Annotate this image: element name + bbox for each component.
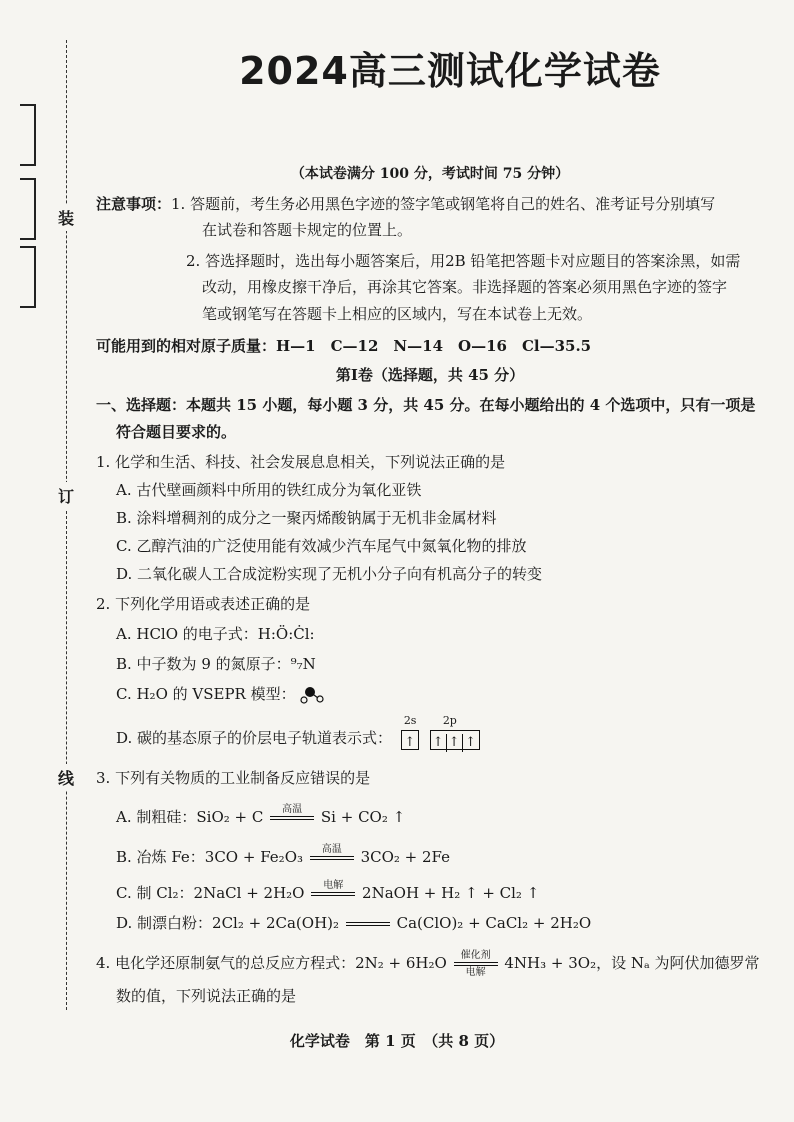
page-title: 2024高三测试化学试卷 (239, 49, 661, 93)
q1-stem: 1. 化学和生活、科技、社会发展息息相关，下列说法正确的是 (96, 453, 506, 471)
q4-stem-left: 4. 电化学还原制氨气的总反应方程式：2N₂ + 6H₂O (96, 954, 447, 972)
q3-option-b (116, 844, 450, 872)
q2-option-b (116, 654, 316, 674)
q3-c-left: C. 制 Cl₂：2NaCl + 2H₂O (116, 884, 305, 902)
exam-subtitle: （本试卷满分 100 分，考试时间 75 分钟） (290, 166, 570, 182)
orbital-box-2s (401, 730, 419, 750)
q3-b-right: 3CO₂ + 2Fe (360, 848, 451, 866)
q3-c-right: 2NaOH + H₂ ↑ + Cl₂ ↑ (362, 884, 540, 902)
nitrogen-isotope-symbol: ⁹₇N (290, 655, 316, 673)
notice-line-1 (96, 194, 715, 214)
q3-a-left: A. 制粗硅：SiO₂ + C (116, 808, 264, 826)
notice-item2-b: 改动，用橡皮擦干净后，再涂其它答案。非选择题的答案必须用黑色字迹的签字 (202, 278, 728, 296)
orbital-diagram (401, 713, 480, 750)
margin-bracket-1 (20, 104, 36, 166)
orbital-cell: ↑ (431, 734, 447, 752)
q3-b-left: B. 冶炼 Fe：3CO + Fe₂O₃ (116, 848, 304, 866)
q1-option-c: C. 乙醇汽油的广泛使用能有效减少汽车尾气中氮氧化物的排放 (116, 537, 527, 555)
part1-heading: 第Ⅰ卷（选择题，共 45 分） (335, 366, 525, 384)
hclo-electron-formula: H:Ö:Ċl: (257, 625, 315, 643)
orbital-cell: ↑ (447, 734, 463, 752)
notice-item2-c: 笔或钢笔写在答题卡上相应的区域内，写在本试卷上无效。 (202, 305, 593, 323)
condition-text: 电解 (323, 880, 344, 891)
margin-bracket-2 (20, 178, 36, 240)
q4-stem-line-a (96, 950, 760, 978)
orbital-box-2p (430, 730, 480, 750)
margin-bracket-3 (20, 246, 36, 308)
q2-stem: 2. 下列化学用语或表述正确的是 (96, 595, 311, 613)
section1-line-b: 符合题目要求的。 (116, 423, 237, 441)
notice-item2-a: 2. 答选择题时，选出每小题答案后，用2B 铅笔把答题卡对应题目的答案涂黑，如需 (186, 252, 741, 270)
reaction-condition (311, 880, 355, 908)
q3-option-d (116, 910, 591, 938)
reaction-equal-sign (346, 910, 390, 938)
condition-bottom: 电解 (465, 967, 486, 978)
orbital-label-2s: 2s (403, 713, 417, 727)
condition-text: 高温 (282, 804, 303, 815)
q1-option-b: B. 涂料增稠剂的成分之一聚丙烯酸钠属于无机非金属材料 (116, 509, 497, 527)
binding-char-xian: 线 (58, 764, 74, 791)
q4-stem-right: 4NH₃ + 3O₂，设 Nₐ 为阿伏加德罗常 (504, 954, 760, 972)
q3-stem: 3. 下列有关物质的工业制备反应错误的是 (96, 769, 371, 787)
notice-item1-a: 1. 答题前，考生务必用黑色字迹的签字笔或钢笔将自己的姓名、准考证号分别填写 (171, 195, 716, 213)
q2-option-c-text: C. H₂O 的 VSEPR 模型： (116, 685, 296, 703)
q4-stem-line-b: 数的值，下列说法正确的是 (116, 987, 297, 1005)
q3-d-right: Ca(ClO)₂ + CaCl₂ + 2H₂O (396, 914, 592, 932)
vsepr-model-icon (300, 686, 328, 704)
q1-option-a: A. 古代壁画颜料中所用的铁红成分为氧化亚铁 (116, 481, 422, 499)
q3-a-right: Si + CO₂ ↑ (320, 808, 406, 826)
reaction-condition (270, 804, 314, 832)
q1-option-d: D. 二氧化碳人工合成淀粉实现了无机小分子向有机高分子的转变 (116, 565, 543, 583)
q3-option-c (116, 880, 539, 908)
q2-option-a-text: A. HClO 的电子式： (116, 625, 258, 643)
binding-char-zhuang: 装 (58, 204, 74, 231)
binding-dashed-line (66, 40, 67, 1010)
orbital-cell: ↑ (465, 734, 477, 750)
condition-text: 高温 (321, 844, 342, 855)
orbital-label-2p: 2p (442, 713, 457, 727)
q2-option-d (116, 713, 480, 750)
notice-item1-b: 在试卷和答题卡规定的位置上。 (202, 221, 413, 239)
page-footer: 化学试卷 第 1 页 （共 8 页） (289, 1032, 505, 1050)
section1-line-a: 一、选择题：本题共 15 小题，每小题 3 分，共 45 分。在每小题给出的 4 个选项中，只有一项是 (96, 396, 756, 414)
orbital-cell: ↑ (404, 734, 416, 750)
q3-option-a (116, 804, 405, 832)
reaction-condition (454, 950, 498, 978)
q3-d-left: D. 制漂白粉：2Cl₂ + 2Ca(OH)₂ (116, 914, 340, 932)
q2-option-b-text: B. 中子数为 9 的氮原子： (116, 655, 291, 673)
atomic-mass-line: 可能用到的相对原子质量：H—1 C—12 N—14 O—16 Cl—35.5 (96, 337, 592, 355)
binding-char-ding: 订 (58, 482, 74, 509)
q2-option-a (116, 624, 315, 644)
q2-option-c (116, 684, 328, 704)
notice-label: 注意事项： (96, 195, 172, 213)
condition-top: 催化剂 (460, 950, 491, 961)
reaction-condition (310, 844, 354, 872)
q2-option-d-text: D. 碳的基态原子的价层电子轨道表示式： (116, 729, 393, 747)
